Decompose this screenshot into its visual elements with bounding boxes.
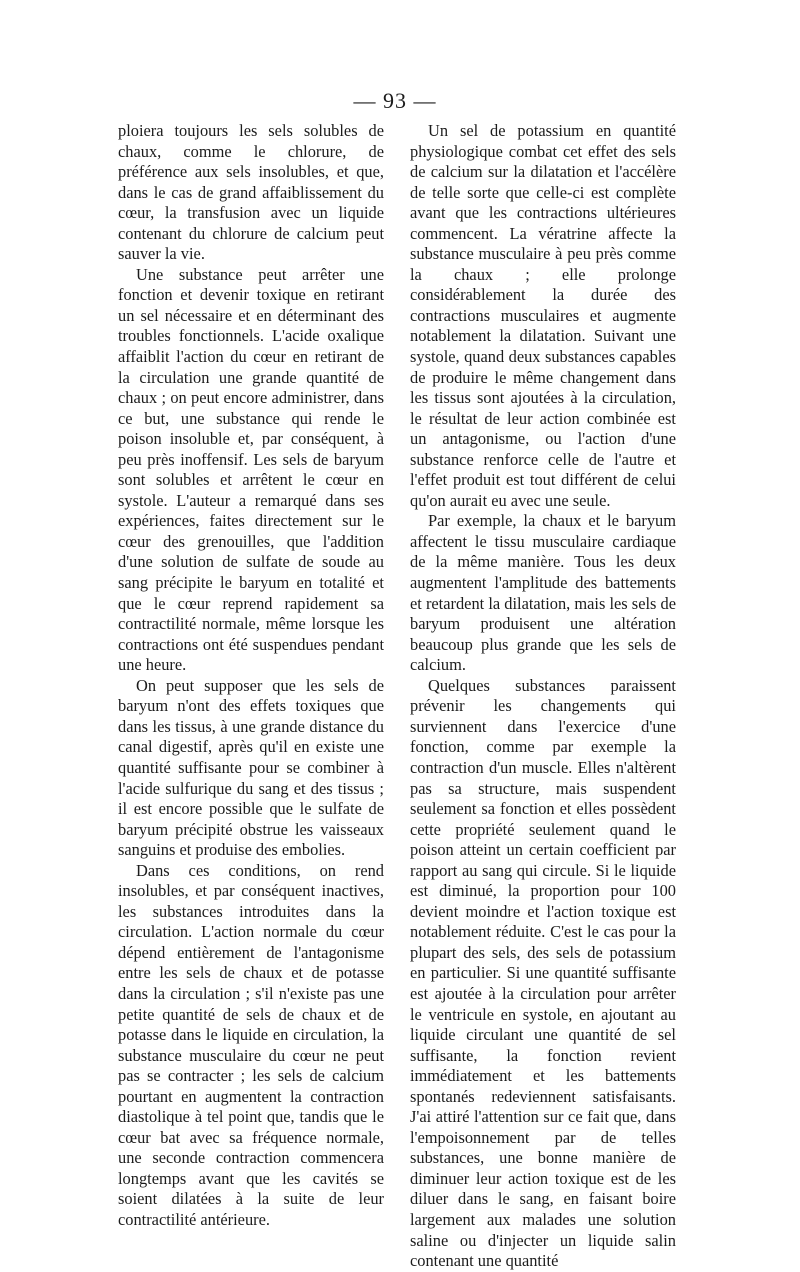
right-paragraph-2: Par exemple, la chaux et le baryum affectent le tissu musculaire cardiaque de la même manière. Tous les deux augmentent l'amplitude des battements et retardent la dilatation, mais les sels de baryum produisent une altération beaucoup plus grande que les sels de calcium. [410,511,676,675]
right-paragraph-1: Un sel de potassium en quantité physiologique combat cet effet des sels de calcium sur la dilatation et l'accélère de telle sorte que celle-ci est complète avant que les contractions ultérieures commencent. La vératrine affecte la substance musculaire à peu près comme la chaux ; elle prolonge considérablement la durée des contractions musculaires et augmente notablement la dilatation. Suivant une systole, quand deux substances capables de produire le même changement dans les tissus sont ajoutées à la circulation, le résultat de leur action combinée est un antagonisme, ou l'action d'une substance renforce celle de l'autre et l'effet produit est tout différent de celui qu'on aurait eu avec une seule. [410,121,676,510]
page-number: — 93 — [353,88,437,113]
left-paragraph-1: ploiera toujours les sels solubles de chaux, comme le chlorure, de préférence aux sels insolubles, et que, dans le cas de grand affaiblissement du cœur, la transfusion avec un liquide contenant du chlorure de calcium peut sauver la vie. [118,121,384,264]
right-column [410,121,676,1272]
left-column [118,121,384,1231]
right-paragraph-3: Quelques substances paraissent prévenir les changements qui surviennent dans l'exercice d'une fonction, comme par exemple la contraction d'un muscle. Elles n'altèrent pas sa structure, mais suspendent seulement sa fonction et elles possèdent cette propriété seulement quand le poison atteint un certain coefficient par rapport au sang qui circule. Si le liquide est diminué, la proportion pour 100 devient moindre et l'action toxique est notablement réduite. C'est le cas pour la plupart des sels, des sels de potassium en particulier. Si une quantité suffisante est ajoutée à la circulation pour arrêter le ventricule en systole, en ajoutant au liquide circulant une quantité de sel suffisante, la fonction revient immédiatement et les battements spontanés redeviennent satisfaisants. J'ai attiré l'attention sur ce fait que, dans l'empoisonnement par de telles substances, une bonne manière de diminuer leur action toxique est de les diluer dans le sang, en faisant boire largement aux malades une solution saline ou d'injecter un liquide salin contenant une quantité [410,675,676,1271]
left-paragraph-2: Une substance peut arrêter une fonction et devenir toxique en retirant un sel nécessaire et en déterminant des troubles fonctionnels. L'acide oxalique affaiblit l'action du cœur en retirant de la circulation une grande quantité de chaux ; on peut encore administrer, dans ce but, une substance qui rende le poison insoluble et, par conséquent, à peu près inoffensif. Les sels de baryum sont solubles et arrêtent le cœur en systole. L'auteur a remarqué dans ses expériences, faites directement sur le cœur des grenouilles, que l'addition d'une solution de sulfate de soude au sang précipite le baryum en totalité et que le cœur reprend rapidement sa contractilité normale, même lorsque les contractions ont été suspendues pendant une heure. [118,264,384,675]
left-paragraph-3: On peut supposer que les sels de baryum n'ont des effets toxiques que dans les tissus, à une grande distance du canal digestif, après qu'il en existe une quantité suffisante pour se combiner à l'acide sulfurique du sang et des tissus ; il est encore possible que le sulfate de baryum précipité obstrue les vaisseaux sanguins et produise des embolies. [118,675,384,860]
left-paragraph-4: Dans ces conditions, on rend insolubles, et par conséquent inactives, les substances introduites dans la circulation. L'action normale du cœur dépend entièrement de l'antagonisme entre les sels de chaux et de potasse dans la circulation ; s'il n'existe pas une petite quantité de sels de chaux et de potasse dans le liquide en circulation, la substance musculaire du cœur ne peut pas se contracter ; les sels de calcium pourtant en augmentent la contraction diastolique à tel point que, tandis que le cœur bat avec sa fréquence normale, une seconde contraction commencera longtemps avant que les cavités se soient dilatées à la suite de leur contractilité antérieure. [118,860,384,1229]
